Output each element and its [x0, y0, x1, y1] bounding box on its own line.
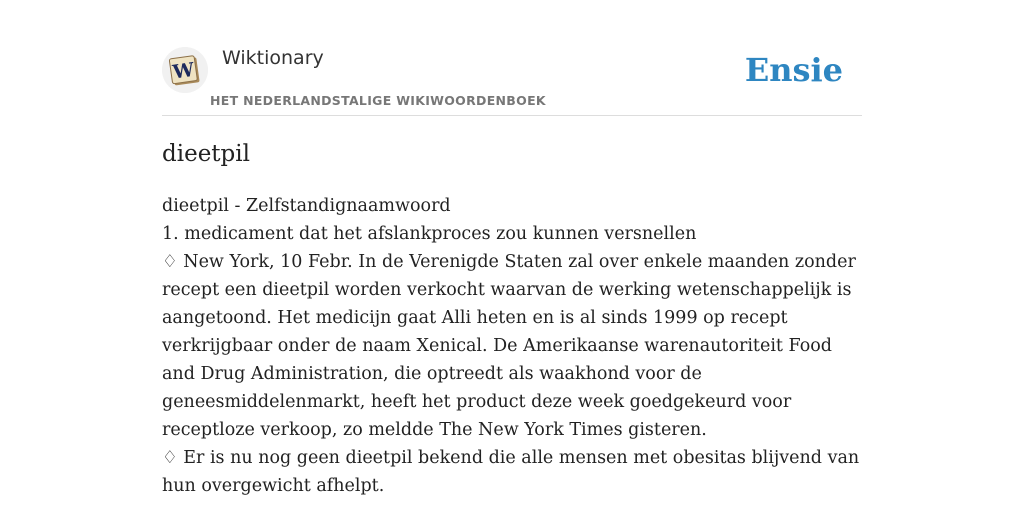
site-name[interactable]: Wiktionary: [222, 47, 324, 69]
header-divider: [162, 115, 862, 116]
site-subtitle: HET NEDERLANDSTALIGE WIKIWOORDENBOEK: [210, 93, 546, 108]
entry-content: [162, 192, 862, 500]
wiktionary-logo-icon[interactable]: [162, 47, 208, 93]
example-sentence: ♢ New York, 10 Febr. In de Verenigde Staten zal over enkele maanden zonder recept een dieetpil worden verkocht waarvan de werking wetenschappelijk is aangetoond. Het medicijn gaat Alli heten en is al sinds 1999 op recept verkrijgbaar onder de naam Xenical. De Amerikaanse warenautoriteit Food and Drug Administration, die optreedt als waakhond voor de geneesmiddelenmarkt, heeft het product deze week goedgekeurd voor receptloze verkoop, zo meldde The New York Times gisteren.: [162, 252, 856, 440]
svg-text:W: W: [171, 58, 196, 84]
wiktionary-tile-icon: [162, 47, 208, 93]
ensie-logo[interactable]: Ensie: [744, 51, 843, 89]
page-title: dieetpil: [162, 141, 250, 167]
example-sentence: ♢ Er is nu nog geen dieetpil bekend die alle mensen met obesitas blijvend van hun overgewicht afhelpt.: [162, 448, 860, 496]
word-class-line: dieetpil - Zelfstandignaamwoord: [162, 196, 451, 216]
definition: 1. medicament dat het afslankproces zou kunnen versnellen: [162, 224, 697, 244]
